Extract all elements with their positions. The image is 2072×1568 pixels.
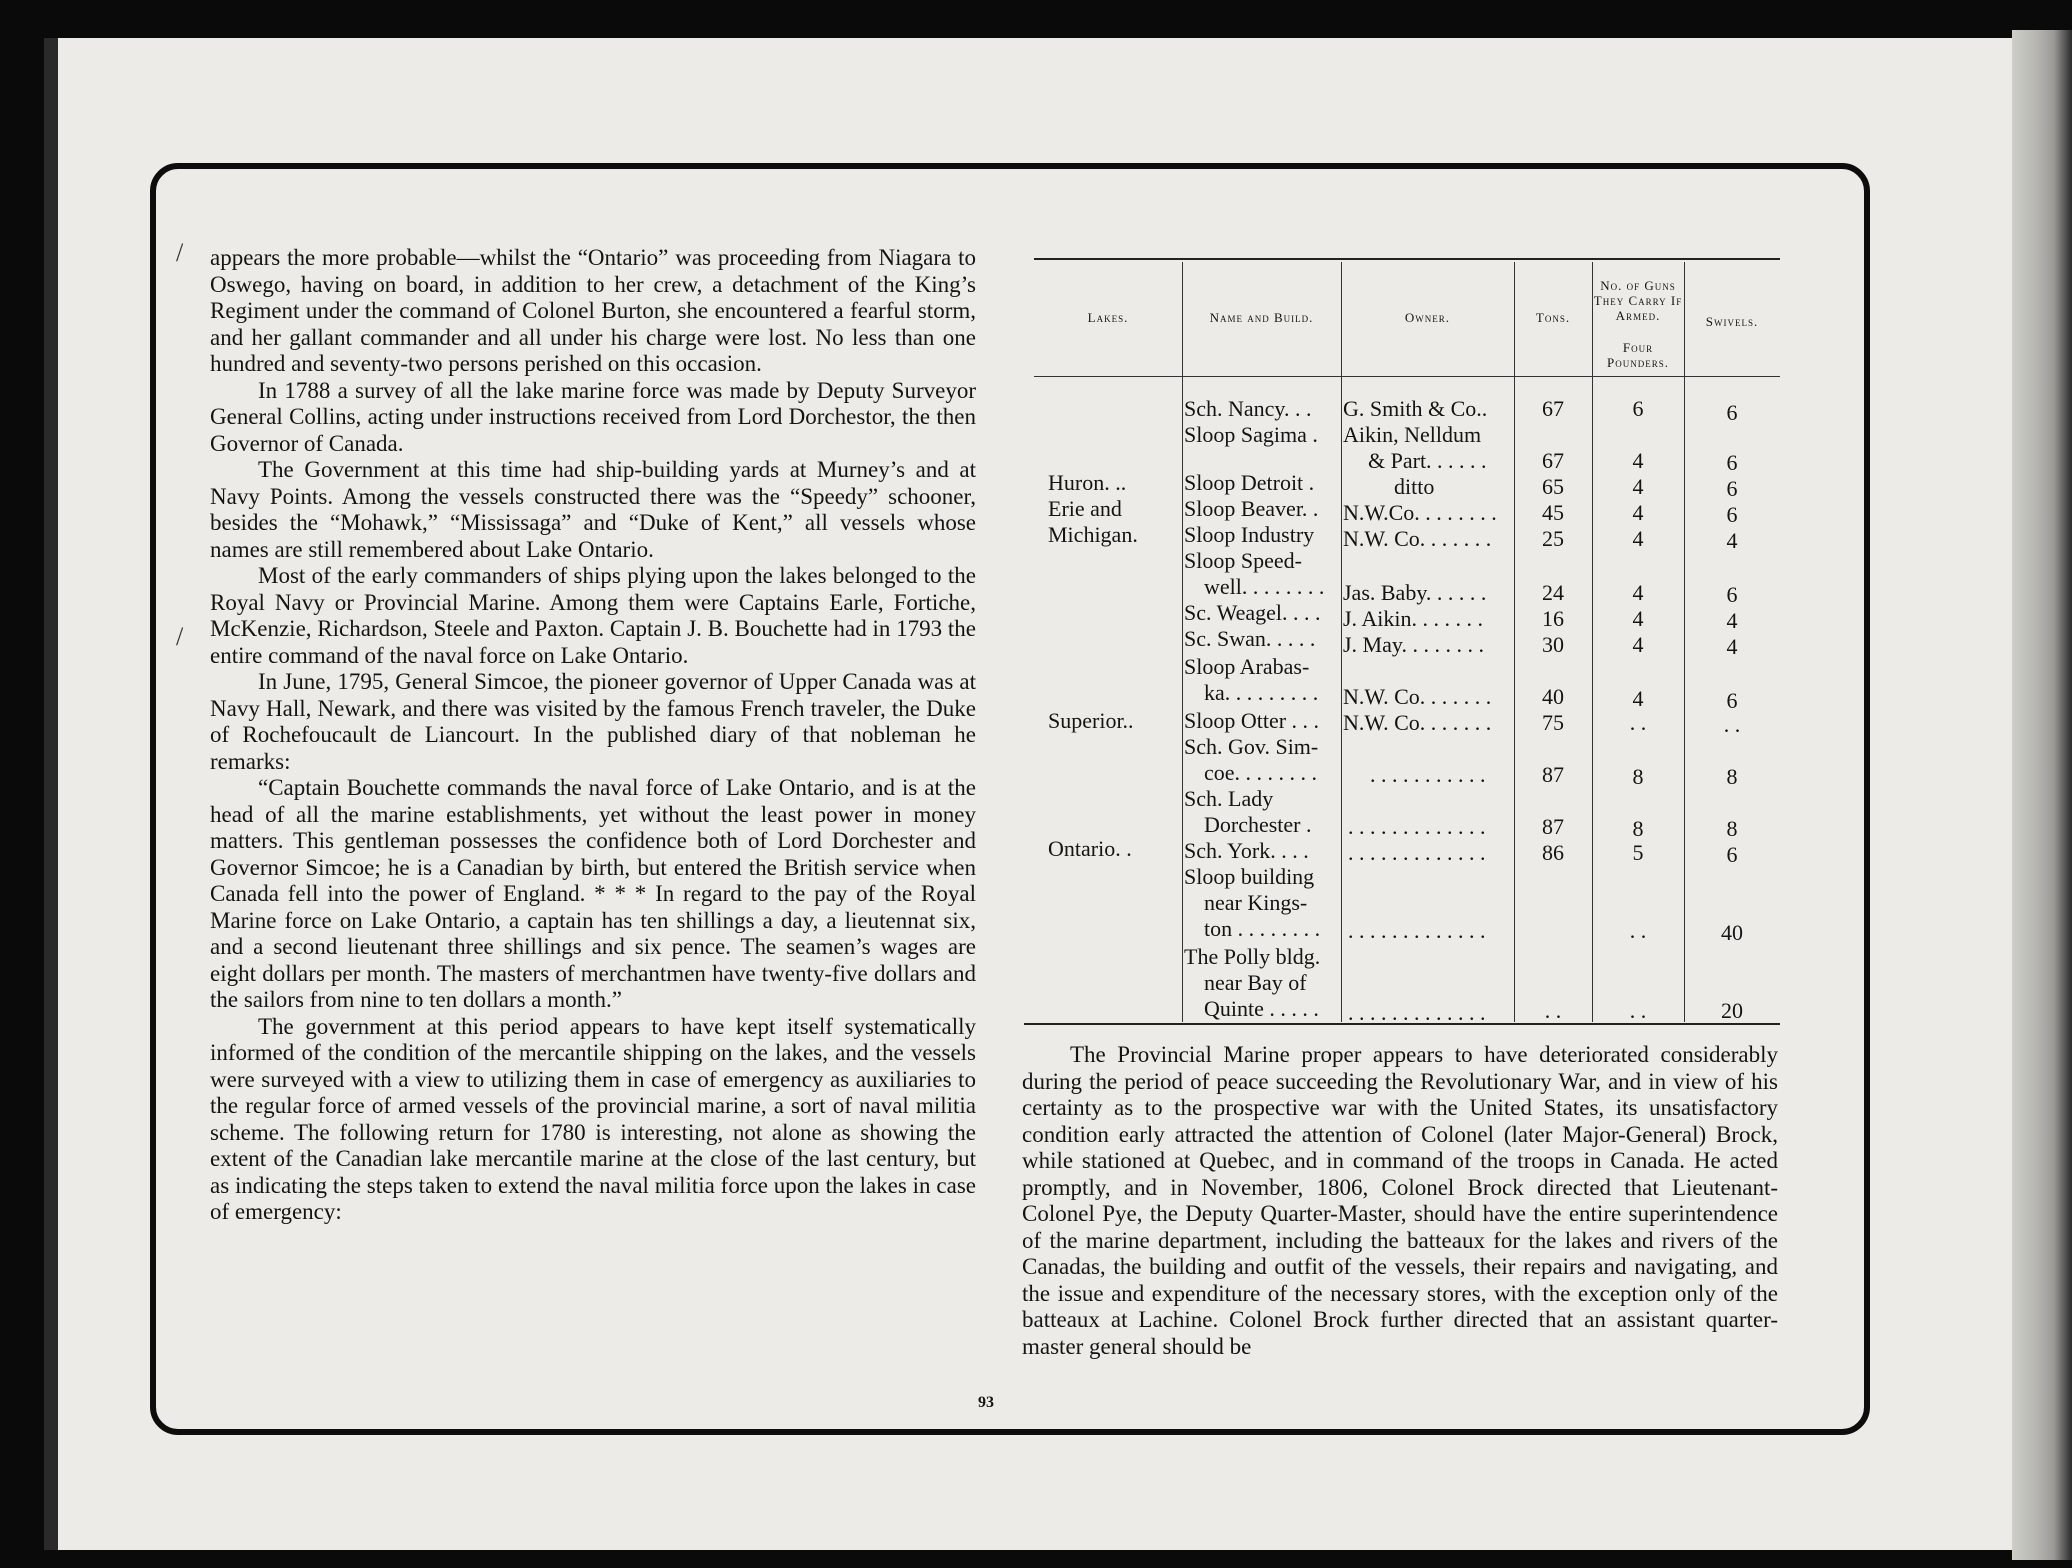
owner: N.W. Co. . . . . . .	[1343, 684, 1492, 709]
binding-edge	[44, 38, 58, 1550]
vessel-table	[1034, 262, 1780, 1025]
owner: . . . . . . . . . . . . .	[1348, 918, 1486, 943]
guns-value: . .	[1629, 710, 1647, 735]
table-bottom-rule	[1024, 1023, 1780, 1025]
paragraph: In June, 1795, General Simcoe, the pioneer governor of Upper Canada was at Navy Hall, Newark, and there was visited by the famous French traveler, the Duke of Rochefoucault de Liancourt. In the published diary of that nobleman he remarks:	[210, 669, 976, 774]
tons-value: 87	[1542, 814, 1564, 839]
vessel-name: Sch. Lady	[1184, 786, 1274, 811]
tons-value: 87	[1542, 762, 1564, 787]
swivels-value: 6	[1726, 688, 1738, 713]
owner: N.W.Co. . . . . . . .	[1343, 500, 1497, 525]
tons-value: 30	[1542, 632, 1564, 657]
owner: . . . . . . . . . . . . .	[1348, 1000, 1486, 1025]
lake-label: Ontario. .	[1048, 836, 1132, 861]
guns-value: 8	[1632, 764, 1644, 789]
guns-value: 6	[1632, 396, 1644, 421]
lake-label: Superior..	[1048, 708, 1134, 733]
header-lakes: Lakes.	[1087, 310, 1129, 325]
swivels-value: 4	[1726, 634, 1738, 659]
guns-value: . .	[1629, 998, 1647, 1023]
swivels-value: 6	[1726, 476, 1738, 501]
tons-value: 65	[1542, 474, 1564, 499]
table-top-rule	[1034, 258, 1780, 260]
margin-mark: /	[176, 238, 184, 267]
header-swivels: Swivels.	[1705, 314, 1759, 329]
tons-value: 67	[1542, 448, 1564, 473]
tons-value: 67	[1542, 396, 1564, 421]
owner: G. Smith & Co..	[1343, 396, 1488, 421]
guns-value: 5	[1632, 840, 1644, 865]
guns-value: 4	[1632, 632, 1644, 657]
swivels-value: 8	[1726, 764, 1738, 789]
right-column-text	[1022, 1042, 1778, 1360]
vessel-name: Sc. Weagel. . . .	[1184, 600, 1321, 625]
owner: . . . . . . . . . . . . .	[1348, 840, 1486, 865]
vessel-name: ton . . . . . . . .	[1204, 916, 1321, 941]
guns-value: 4	[1632, 606, 1644, 631]
vessel-name: ka. . . . . . . . .	[1204, 680, 1319, 705]
tons-value: 45	[1542, 500, 1564, 525]
vessel-name: near Bay of	[1204, 970, 1307, 995]
guns-value: 4	[1632, 526, 1644, 551]
vessel-name: Sc. Swan. . . . .	[1184, 626, 1316, 651]
vessel-name: Quinte . . . . .	[1204, 996, 1319, 1021]
lake-label: Huron. ..	[1048, 470, 1127, 495]
vessel-name: near Kings-	[1204, 890, 1308, 915]
owner: . . . . . . . . . . .	[1370, 762, 1486, 787]
paragraph: The Provincial Marine proper appears to have deteriorated considerably during the period of peace succeeding the Revolutionary War, and in view of his certainty as to the prospective war with the United States, its unsatisfactory condition early attracted the attention of Colonel (later Major-General) Brock, while stationed at Quebec, and in command of the troops in Canada. He acted promptly, and in November, 1806, Colonel Brock directed that Lieutenant-Colonel Pye, the Deputy Quarter-Master, should have the entire superintendence of the marine department, including the batteaux for the lakes and rivers of the Canadas, the building and outfit of the vessels, their repairs and navigating, and the issue and expenditure of the necessary stores, with the exception only of the batteaux at Lachine. Colonel Brock further directed that an assistant quarter-master general should be	[1022, 1042, 1778, 1359]
swivels-value: 6	[1726, 842, 1738, 867]
quote-paragraph: “Captain Bouchette commands the naval force of Lake Ontario, and is at the head of all the marine establishments, yet without the least power in money matters. This gentleman possesses the confidence both of Lord Dorchester and Governor Simcoe; he is a Canadian by birth, but entered the British service when Canada fell into the power of England. * * * In regard to the pay of the Royal Marine force on Lake Ontario, a captain has ten shillings a day, a lieutennat six, and a second lieutenant three shillings and six pence. The seamen’s wages are eight dollars per month. The masters of merchantmen have twenty-five dollars and the sailors from nine to ten dollars a month.”	[210, 775, 976, 1012]
guns-value: 4	[1632, 474, 1644, 499]
owner: N.W. Co. . . . . . .	[1343, 526, 1492, 551]
swivels-value: 6	[1726, 400, 1738, 425]
owner: N.W. Co. . . . . . .	[1343, 710, 1492, 735]
guns-value: 4	[1632, 580, 1644, 605]
vessel-name: Sloop Arabas-	[1184, 654, 1310, 679]
swivels-value: 6	[1726, 582, 1738, 607]
vessel-name: Sch. Gov. Sim-	[1184, 734, 1319, 759]
guns-value: 4	[1632, 686, 1644, 711]
vessel-name: Sloop building	[1184, 864, 1315, 889]
guns-value: . .	[1629, 918, 1647, 943]
left-column	[210, 245, 976, 1226]
page-number: 93	[978, 1394, 994, 1411]
owner: Aikin, Nelldum	[1343, 422, 1482, 447]
paragraph: The Government at this time had ship-building yards at Murney’s and at Navy Points. Among the vessels constructed there was the “Speedy” schooner, besides the “Mohawk,” “Mississaga” and “Duke of Kent,” all vessels whose names are still remembered about Lake Ontario.	[210, 457, 976, 562]
vessel-name: Sch. Nancy. . .	[1184, 396, 1312, 421]
vessel-name: well. . . . . . . .	[1204, 574, 1325, 599]
vessel-name: coe. . . . . . . .	[1204, 760, 1318, 785]
header-rule	[1034, 376, 1780, 377]
page-stack-edge	[2012, 30, 2072, 1560]
owner: J. Aikin. . . . . . .	[1343, 606, 1483, 631]
header-guns-sub: Four Pounders.	[1607, 340, 1669, 370]
vessel-name: Sch. York. . . .	[1184, 838, 1309, 863]
owner: . . . . . . . . . . . . .	[1348, 814, 1486, 839]
header-owner: Owner.	[1404, 310, 1451, 325]
swivels-value: 8	[1726, 816, 1738, 841]
lake-label: Michigan.	[1048, 522, 1138, 547]
tons-value: 86	[1542, 840, 1564, 865]
owner: Jas. Baby. . . . . .	[1343, 580, 1487, 605]
vessel-name: Sloop Detroit .	[1184, 470, 1315, 495]
tons-value: 25	[1542, 526, 1564, 551]
vessel-name: Sloop Speed-	[1184, 548, 1302, 573]
paragraph: appears the more probable—whilst the “Ontario” was proceeding from Niagara to Oswego, having on board, in addition to her crew, a detachment of the King’s Regiment under the command of Colonel Burton, she encountered a fearful storm, and her gallant commander and all under his charge were lost. No less than one hundred and seventy-two persons perished on this occasion.	[210, 245, 976, 376]
swivels-value: 40	[1721, 920, 1743, 945]
vessel-name: Sloop Otter . . .	[1184, 708, 1320, 733]
vessel-name: Sloop Sagima .	[1184, 422, 1318, 447]
guns-value: 4	[1632, 448, 1644, 473]
guns-value: 8	[1632, 816, 1644, 841]
swivels-value: 4	[1726, 528, 1738, 553]
owner: & Part. . . . . .	[1368, 448, 1487, 473]
swivels-value: 6	[1726, 450, 1738, 475]
paragraph: In 1788 a survey of all the lake marine force was made by Deputy Surveyor General Collins, acting under instructions received from Lord Dorchestor, the then Governor of Canada.	[210, 377, 976, 456]
vessel-name: Sloop Industry	[1184, 522, 1315, 547]
lake-label: Erie and	[1048, 496, 1122, 521]
margin-mark: /	[176, 622, 184, 651]
paragraph: Most of the early commanders of ships plying upon the lakes belonged to the Royal Navy or Provincial Marine. Among them were Captains Earle, Fortiche, McKenzie, Richardson, Steele and Paxton. Captain J. B. Bouchette had in 1793 the entire command of the naval force on Lake Ontario.	[210, 563, 976, 668]
swivels-value: 4	[1726, 608, 1738, 633]
swivels-value: . .	[1723, 712, 1741, 737]
vessel-name: Sloop Beaver. .	[1184, 496, 1319, 521]
vessel-name: The Polly bldg.	[1184, 944, 1321, 969]
header-guns: No. of Guns They Carry If Armed.	[1593, 278, 1683, 323]
header-name: Name and Build.	[1209, 310, 1314, 325]
owner: J. May. . . . . . . .	[1343, 632, 1484, 657]
tons-value: 24	[1542, 580, 1564, 605]
swivels-value: 6	[1726, 502, 1738, 527]
tons-value: 16	[1542, 606, 1564, 631]
owner: ditto	[1394, 474, 1435, 499]
guns-value: 4	[1632, 500, 1644, 525]
tons-value: 75	[1542, 710, 1564, 735]
header-tons: Tons.	[1535, 310, 1571, 325]
tons-value: . .	[1544, 998, 1562, 1023]
vessel-name: Dorchester .	[1204, 812, 1312, 837]
paragraph: The government at this period appears to have kept itself systematically informed of the condition of the mercantile shipping on the lakes, and the vessels were surveyed with a view to utilizing them in case of emergency as auxiliaries to the regular force of armed vessels of the provincial marine, a sort of naval militia scheme. The following return for 1780 is interesting, not alone as showing the extent of the Canadian lake mercantile marine at the close of the last century, but as indicating the steps taken to extend the naval militia force upon the lakes in case of emergency:	[210, 1013, 976, 1224]
swivels-value: 20	[1721, 998, 1743, 1023]
tons-value: 40	[1542, 684, 1564, 709]
